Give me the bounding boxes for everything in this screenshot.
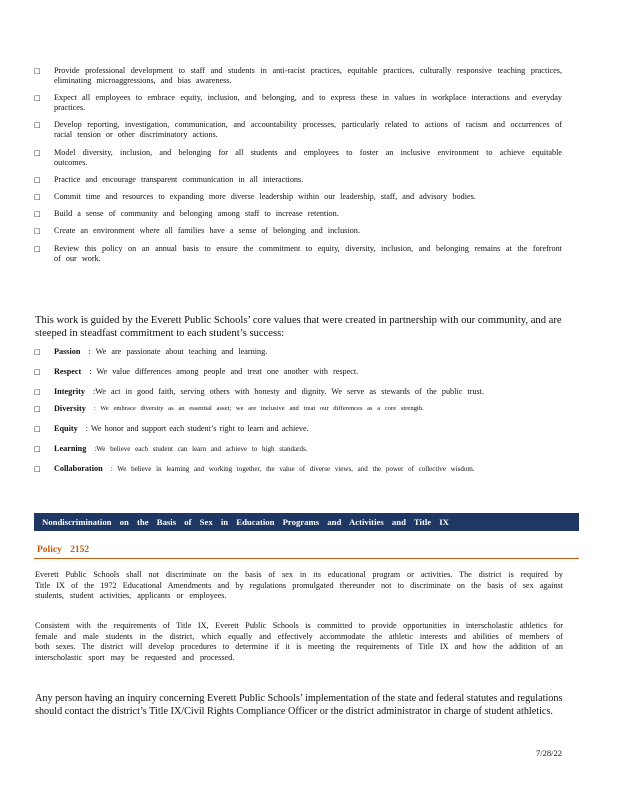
commitment-list [34, 66, 562, 271]
section-banner: Nondiscrimination on the Basis of Sex in Education Programs and Activities and Title IX [34, 513, 579, 531]
value-item-diversity: □ Diversity : We embrace diversity as an essential asset; we are inclusive and treat our differences as a core strength. [34, 404, 424, 413]
value-item-equity: □ Equity : We honor and support each student’s right to learn and achieve. [34, 424, 309, 433]
divider [34, 558, 579, 559]
list-item: □ Model diversity, inclusion, and belonging for all students and employees to foster an inclusive environment to achieve equitable outcomes. [34, 147, 562, 167]
policy-paragraph: Consistent with the requirements of Title IX, Everett Public Schools is committed to provide opportunities in interscholastic athletics for female and male students in the district, which equally and effectively accommodate the athletic interests and abilities of members of both sexes. The district will develop procedures to determine if it is meeting the requirements of Title IX and how the addition of an interscholastic sport may be requested and processed. [35, 621, 563, 662]
value-item-collaboration: □ Collaboration : We believe in learning and working together, the value of diverse views, and the power of collective wisdom. [34, 464, 475, 473]
bullet-icon: □ [34, 348, 41, 356]
value-item-integrity: □ Integrity :We act in good faith, serving others with honesty and dignity. We serve as stewards of the public trust. [34, 387, 484, 396]
bullet-icon: □ [34, 388, 41, 396]
list-item: □ Review this policy on an annual basis to ensure the commitment to equity, diversity, inclusion, and belonging remains at the forefront of our work. [34, 243, 562, 263]
list-item: □ Build a sense of community and belonging among staff to increase retention. [34, 209, 339, 219]
value-item-passion: □ Passion : We are passionate about teaching and learning. [34, 347, 268, 356]
value-item-respect: □ Respect : We value differences among people and treat one another with respect. [34, 367, 359, 376]
bullet-icon: □ [34, 425, 41, 433]
bullet-icon: □ [34, 244, 41, 253]
bullet-icon: □ [34, 465, 41, 473]
bullet-icon: □ [34, 445, 41, 453]
bullet-icon: □ [34, 210, 41, 219]
bullet-icon: □ [34, 227, 41, 236]
bullet-icon: □ [34, 368, 41, 376]
revision-date: 7/28/22 [536, 748, 562, 758]
core-values-intro: This work is guided by the Everett Public Schools’ core values that were created in partnership with our community, and are steeped in steadfast commitment to each student’s success: [35, 315, 562, 339]
core-values-list [34, 347, 562, 474]
list-item: □ Practice and encourage transparent communication in all interactions. [34, 174, 304, 184]
bullet-icon: □ [34, 121, 41, 130]
bullet-icon: □ [34, 175, 41, 184]
bullet-icon: □ [34, 405, 41, 413]
closing-paragraph: Any person having an inquiry concerning Everett Public Schools’ implementation of the state and federal statutes and regulations should contact the district’s Title IX/Civil Rights Compliance Officer or the district administrator in charge of student athletics. [35, 693, 563, 717]
list-item: □ Expect all employees to embrace equity, inclusion, and belonging, and to express these in values in workplace interactions and everyday practices. [34, 93, 562, 113]
bullet-icon: □ [34, 94, 41, 103]
value-item-learning: □ Learning :We believe each student can learn and achieve to high standards. [34, 444, 308, 453]
list-item: □ Develop reporting, investigation, communication, and accountability processes, particularly related to actions of racism and occurrences of racial tension or other discriminatory actions. [34, 120, 562, 140]
list-item: □ Create an environment where all families have a sense of belonging and inclusion. [34, 226, 360, 236]
list-item: □ Provide professional development to staff and students in anti-racist practices, equitable practices, culturally responsive teaching practices, eliminating microaggressions, and bias awareness. [34, 66, 562, 85]
policy-paragraph: Everett Public Schools shall not discriminate on the basis of sex in its educational program or activities. The district is required by Title IX of the 1972 Educational Amendments and by regulations promulgated thereunder not to discriminate on the basis of sex against students, student activities, applicants or employees. [35, 570, 563, 600]
bullet-icon: □ [34, 192, 41, 201]
policy-label: Policy 2152 [37, 545, 90, 555]
bullet-icon: □ [34, 148, 41, 157]
bullet-icon: □ [34, 67, 41, 75]
list-item: □ Commit time and resources to expanding more diverse leadership within our leadership, staff, and advisory bodies. [34, 191, 476, 201]
